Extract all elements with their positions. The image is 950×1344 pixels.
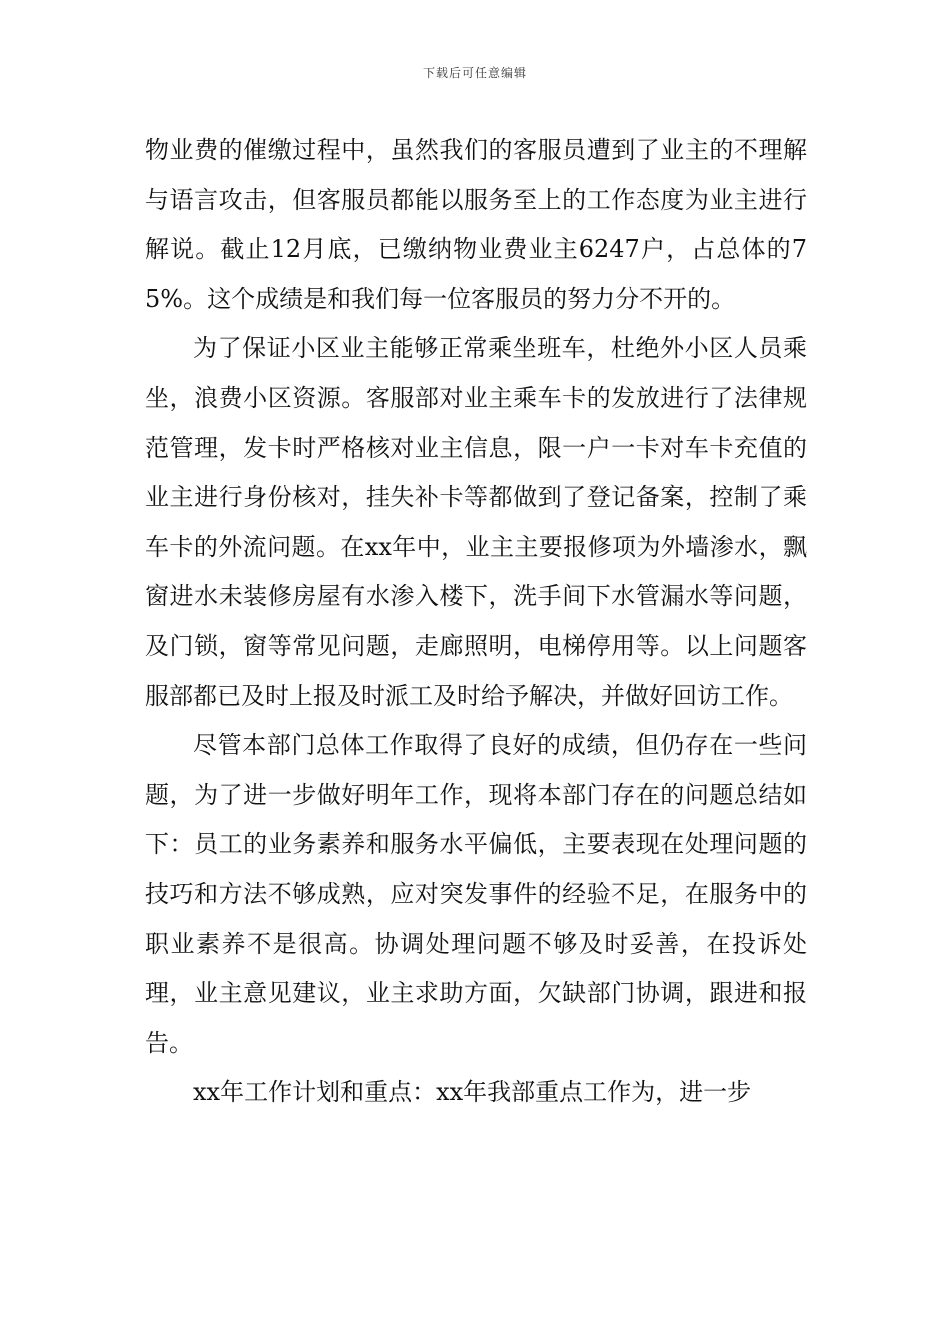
paragraph-3: 尽管本部门总体工作取得了良好的成绩，但仍存在一些问题，为了进一步做好明年工作，现将本部门存在的问题总结如下：员工的业务素养和服务水平偏低，主要表现在处理问题的技巧和方法不够成熟，应对突发事件的经验不足，在服务中的职业素养不是很高。协调处理问题不够及时妥善，在投诉处理，业主意见建议，业主求助方面，欠缺部门协调，跟进和报告。 [145, 731, 807, 1057]
page-header: 下载后可任意编辑 [422, 66, 527, 80]
paragraph-1: 物业费的催缴过程中，虽然我们的客服员遭到了业主的不理解与语言攻击，但客服员都能以服务至上的工作态度为业主进行解说。截止12月底，已缴纳物业费业主6247户，占总体的75%。这个成绩是和我们每一位客服员的努力分不开的。 [145, 136, 807, 313]
paragraph-2: 为了保证小区业主能够正常乘坐班车，杜绝外小区人员乘坐，浪费小区资源。客服部对业主乘车卡的发放进行了法律规范管理，发卡时严格核对业主信息，限一户一卡对车卡充值的业主进行身份核对，挂失补卡等都做到了登记备案，控制了乘车卡的外流问题。在xx年中，业主主要报修项为外墙渗水，飘窗进水未装修房屋有水渗入楼下，洗手间下水管漏水等问题，及门锁，窗等常见问题，走廊照明，电梯停用等。以上问题客服部都已及时上报及时派工及时给予解决，并做好回访工作。 [145, 334, 807, 710]
document-body [145, 126, 807, 1118]
paragraph-4: xx年工作计划和重点：xx年我部重点工作为，进一步 [193, 1078, 752, 1107]
